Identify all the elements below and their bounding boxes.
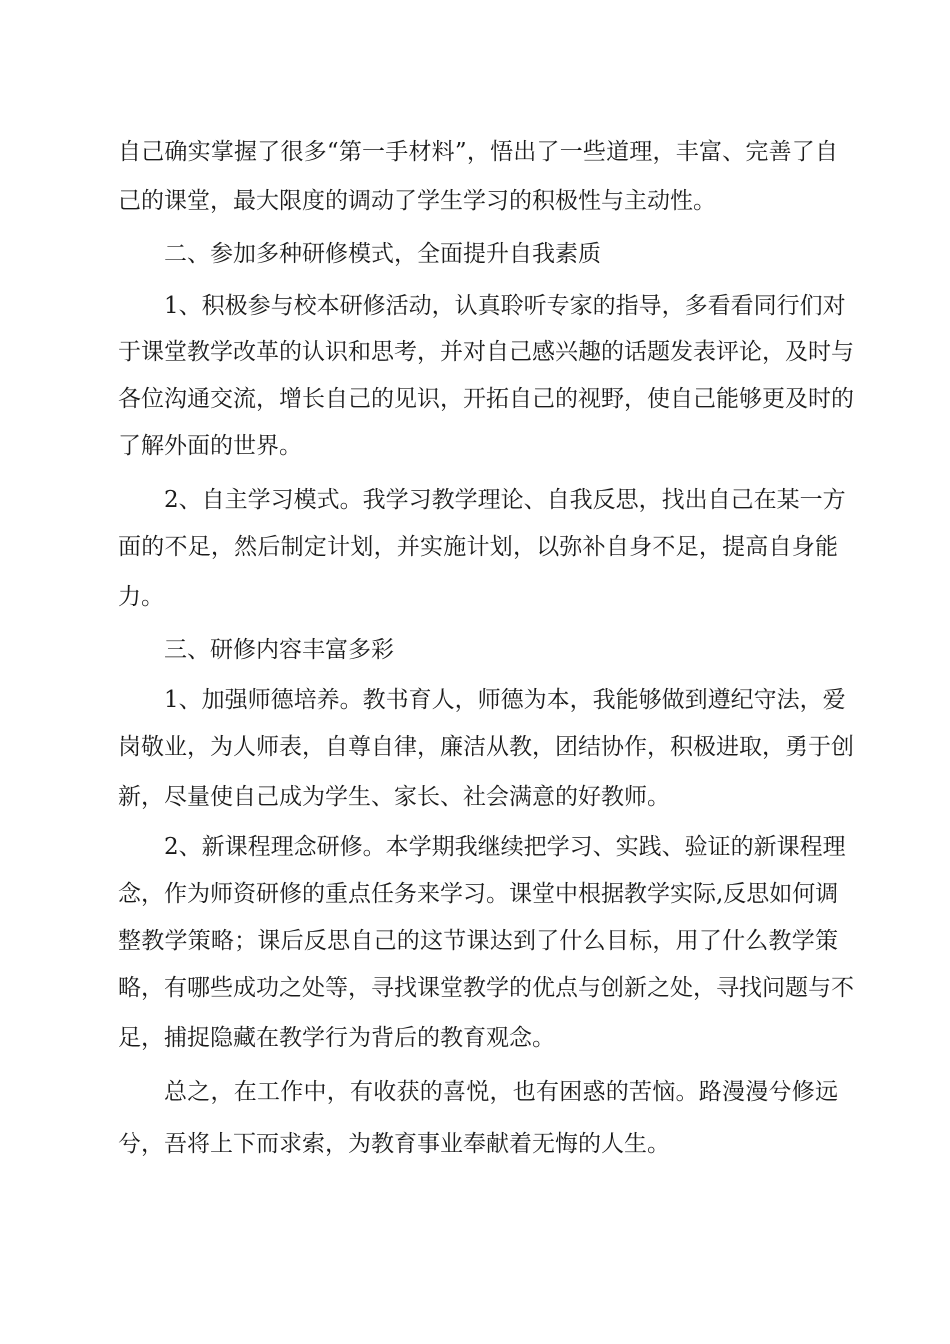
text-line: 自己确实掌握了很多“第一手材料”，悟出了一些道理，丰富、完善了自 (118, 139, 838, 165)
text-line: 兮，吾将上下而求索，为教育事业奉献着无悔的人生。 (118, 1131, 670, 1157)
text-line: 面的不足，然后制定计划，并实施计划，以弥补自身不足，提高自身能 (118, 534, 838, 560)
text-line: 新，尽量使自己成为学生、家长、社会满意的好教师。 (118, 784, 670, 810)
text-line: 1、积极参与校本研修活动，认真聆听专家的指导，多看看同行们对 (164, 293, 846, 319)
text-line: 力。 (118, 584, 164, 610)
section-heading: 二、参加多种研修模式，全面提升自我素质 (164, 241, 601, 267)
text-line: 2、自主学习模式。我学习教学理论、自我反思，找出自己在某一方 (164, 487, 846, 513)
text-line: 于课堂教学改革的认识和思考，并对自己感兴趣的话题发表评论，及时与 (118, 339, 854, 365)
text-line: 岗敬业，为人师表，自尊自律，廉洁从教，团结协作，积极进取，勇于创 (118, 734, 854, 760)
text-line: 足，捕捉隐藏在教学行为背后的教育观念。 (118, 1025, 555, 1051)
text-line: 略，有哪些成功之处等，寻找课堂教学的优点与创新之处，寻找问题与不 (118, 975, 854, 1001)
text-line: 2、新课程理念研修。本学期我继续把学习、实践、验证的新课程理 (164, 834, 846, 860)
text-line: 了解外面的世界。 (118, 433, 302, 459)
text-line: 整教学策略；课后反思自己的这节课达到了什么目标，用了什么教学策 (118, 928, 838, 954)
text-line: 各位沟通交流，增长自己的见识，开拓自己的视野，使自己能够更及时的 (118, 386, 854, 412)
text-line: 总之，在工作中，有收获的喜悦，也有困惑的苦恼。路漫漫兮修远 (164, 1079, 838, 1105)
text-line: 己的课堂，最大限度的调动了学生学习的积极性与主动性。 (118, 188, 716, 214)
section-heading: 三、研修内容丰富多彩 (164, 637, 394, 663)
text-line: 1、加强师德培养。教书育人，师德为本，我能够做到遵纪守法，爱 (164, 687, 846, 713)
text-line: 念，作为师资研修的重点任务来学习。课堂中根据教学实际,反思如何调 (118, 881, 839, 907)
